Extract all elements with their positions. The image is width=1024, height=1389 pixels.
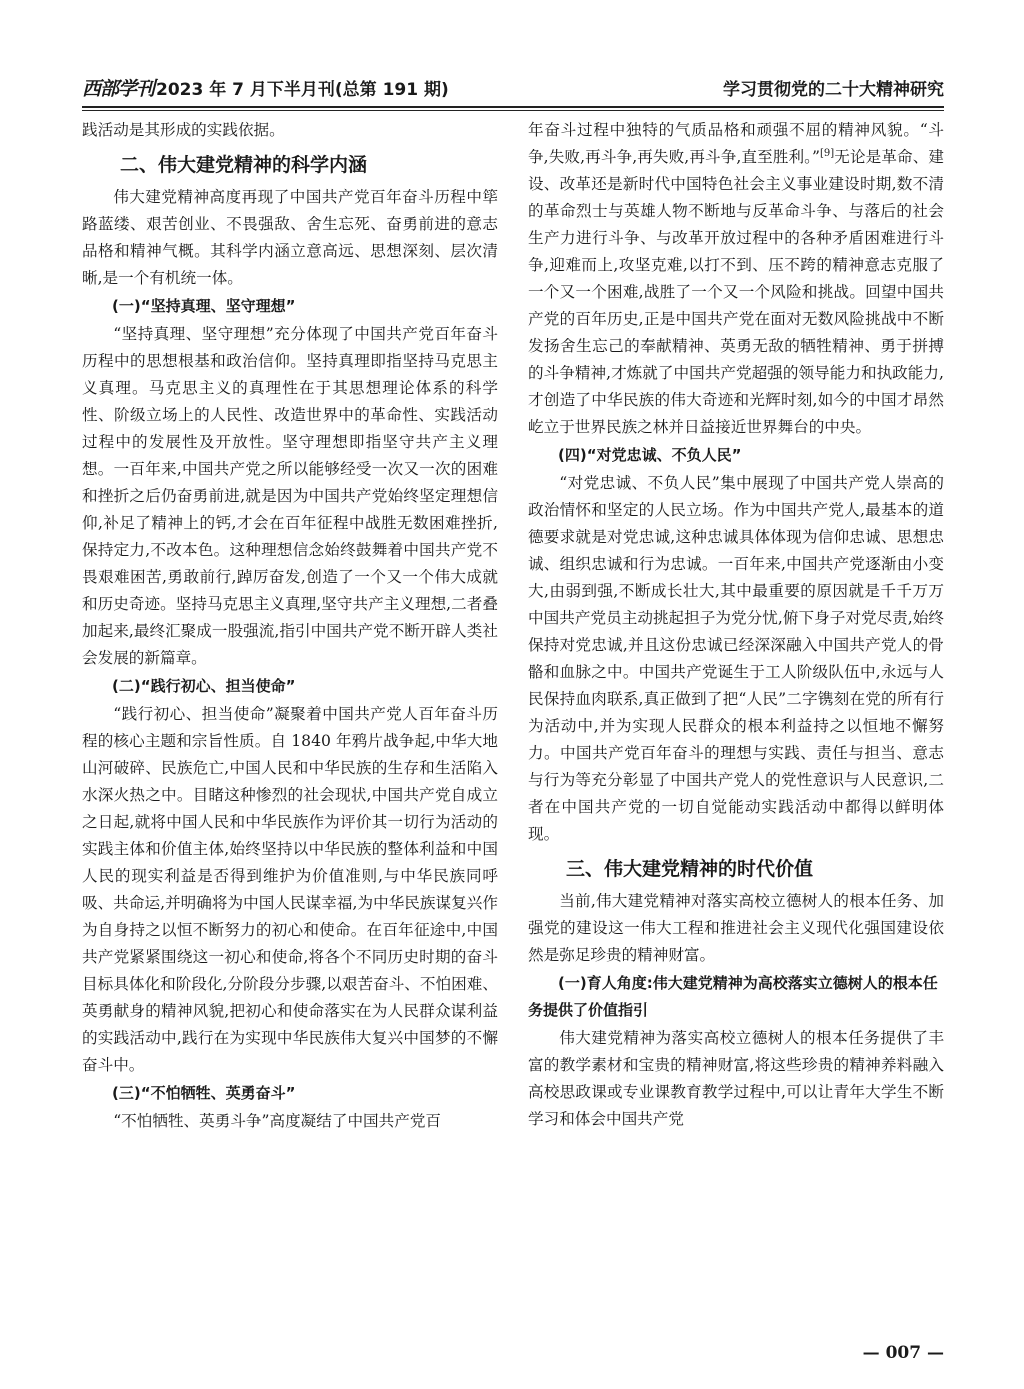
- paragraph-text: 年奋斗过程中独特的气质品格和顽强不屈的精神风貌。“斗争,失败,再斗争,再失败,再斗争,直至胜利。”: [528, 121, 944, 166]
- subsection-heading: (一)“坚持真理、坚守理想”: [112, 297, 296, 315]
- running-header: [82, 70, 944, 104]
- subsection-heading: (四)“对党忠诚、不负人民”: [558, 446, 742, 464]
- paragraph: “践行初心、担当使命”凝聚着中国共产党人百年奋斗历程的核心主题和宗旨性质。自 1840 年鸦片战争起,中华大地山河破碎、民族危亡,中国人民和中华民族的生存和生活陷入水深火热之中。目睹这种惨烈的社会现状,中国共产党自成立之日起,就将中国人民和中华民族作为评价其一切行为活动的实践主体和价值主体,始终坚持以中华民族的整体利益和中国人民的现实利益是否得到维护为价值准则,与中华民族同呼吸、共命运,并明确将为中国人民谋幸福,为中华民族谋复兴作为自身持之以恒不断努力的初心和使命。在百年征途中,中国共产党紧紧围绕这一初心和使命,将各个不同历史时期的奋斗目标具体化和阶段化,分阶段分步骤,以艰苦奋斗、不怕困难、英勇献身的精神风貌,把初心和使命落实在为人民群众谋利益的实践活动中,践行在为实现中华民族伟大复兴中国梦的不懈奋斗中。: [82, 705, 498, 1074]
- section-heading: 二、伟大建党精神的科学内涵: [120, 154, 368, 176]
- paragraph: 践活动是其形成的实践依据。: [82, 121, 285, 139]
- left-column: [82, 117, 498, 1135]
- section-title: 学习贯彻党的二十大精神研究: [723, 79, 944, 100]
- paragraph: 当前,伟大建党精神对落实高校立德树人的根本任务、加强党的建设这一伟大工程和推进社会主义现代化强国建设依然是弥足珍贵的精神财富。: [528, 892, 944, 964]
- paragraph: 伟大建党精神高度再现了中国共产党百年奋斗历程中筚路蓝缕、艰苦创业、不畏强敌、舍生忘死、奋勇前进的意志品格和精神气概。其科学内涵立意高远、思想深刻、层次清晰,是一个有机统一体。: [82, 188, 498, 287]
- issue-info: 2023 年 7 月下半月刊(总第 191 期): [156, 79, 449, 100]
- paragraph-text: 无论是革命、建设、改革还是新时代中国特色社会主义事业建设时期,数不清的革命烈士与英雄人物不断地与反革命斗争、与落后的社会生产力进行斗争、与改革开放过程中的各种矛盾困难进行斗争,迎难而上,攻坚克难,以打不到、压不跨的精神意志克服了一个又一个困难,战胜了一个又一个风险和挑战。回望中国共产党的百年历史,正是中国共产党在面对无数风险挑战中不断发扬舍生忘己的奉献精神、英勇无敌的牺牲精神、勇于拼搏的斗争精神,才炼就了中国共产党超强的领导能力和执政能力,才创造了中华民族的伟大奇迹和光辉时刻,如今的中国才昂然屹立于世界民族之林并日益接近世界舞台的中央。: [528, 148, 944, 436]
- paragraph: “坚持真理、坚守理想”充分体现了中国共产党百年奋斗历程中的思想根基和政治信仰。坚持真理即指坚持马克思主义真理。马克思主义的真理性在于其思想理论体系的科学性、阶级立场上的人民性、改造世界中的革命性、实践活动过程中的发展性及开放性。坚守理想即指坚守共产主义理想。一百年来,中国共产党之所以能够经受一次又一次的困难和挫折之后仍奋勇前进,就是因为中国共产党始终坚定理想信仰,补足了精神上的钙,才会在百年征程中战胜无数困难挫折,保持定力,不改本色。这种理想信念始终鼓舞着中国共产党不畏艰难困苦,勇敢前行,踔厉奋发,创造了一个又一个伟大成就和历史奇迹。坚持马克思主义真理,坚守共产主义理想,二者叠加起来,最终汇聚成一股强流,指引中国共产党不断开辟人类社会发展的新篇章。: [82, 325, 498, 667]
- subsection-heading: (一)育人角度:伟大建党精神为高校落实立德树人的根本任务提供了价值指引: [528, 974, 938, 1019]
- journal-logo: 西部学刊: [82, 77, 155, 100]
- subsection-heading: (三)“不怕牺牲、英勇奋斗”: [112, 1084, 296, 1102]
- paragraph: 伟大建党精神为落实高校立德树人的根本任务提供了丰富的教学素材和宝贵的精神财富,将这些珍贵的精神养料融入高校思政课或专业课教育教学过程中,可以让青年大学生不断学习和体会中国共产党: [528, 1029, 944, 1128]
- page-number: — 007 —: [862, 1343, 944, 1363]
- paragraph: “对党忠诚、不负人民”集中展现了中国共产党人崇高的政治情怀和坚定的人民立场。作为中国共产党人,最基本的道德要求就是对党忠诚,这种忠诚具体体现为信仰忠诚、思想忠诚、组织忠诚和行为忠诚。一百年来,中国共产党逐渐由小变大,由弱到强,不断成长壮大,其中最重要的原因就是千千万万中国共产党员主动挑起担子为党分忧,俯下身子对党尽责,始终保持对党忠诚,并且这份忠诚已经深深融入中国共产党人的骨骼和血脉之中。中国共产党诞生于工人阶级队伍中,永远与人民保持血肉联系,真正做到了把“人民”二字镌刻在党的所有行为活动中,并为实现人民群众的根本利益持之以恒地不懈努力。中国共产党百年奋斗的理想与实践、责任与担当、意志与行为等充分彰显了中国共产党人的党性意识与人民意识,二者在中国共产党的一切自觉能动实践活动中都得以鲜明体现。: [528, 474, 944, 843]
- header-journal-info: [82, 74, 449, 101]
- citation-marker: [9]: [820, 147, 835, 159]
- paragraph: [528, 117, 944, 441]
- paragraph: “不怕牺牲、英勇斗争”高度凝结了中国共产党百: [113, 1112, 442, 1130]
- subsection-heading: (二)“践行初心、担当使命”: [112, 677, 296, 695]
- right-column: [528, 117, 944, 1133]
- section-heading: 三、伟大建党精神的时代价值: [566, 858, 814, 880]
